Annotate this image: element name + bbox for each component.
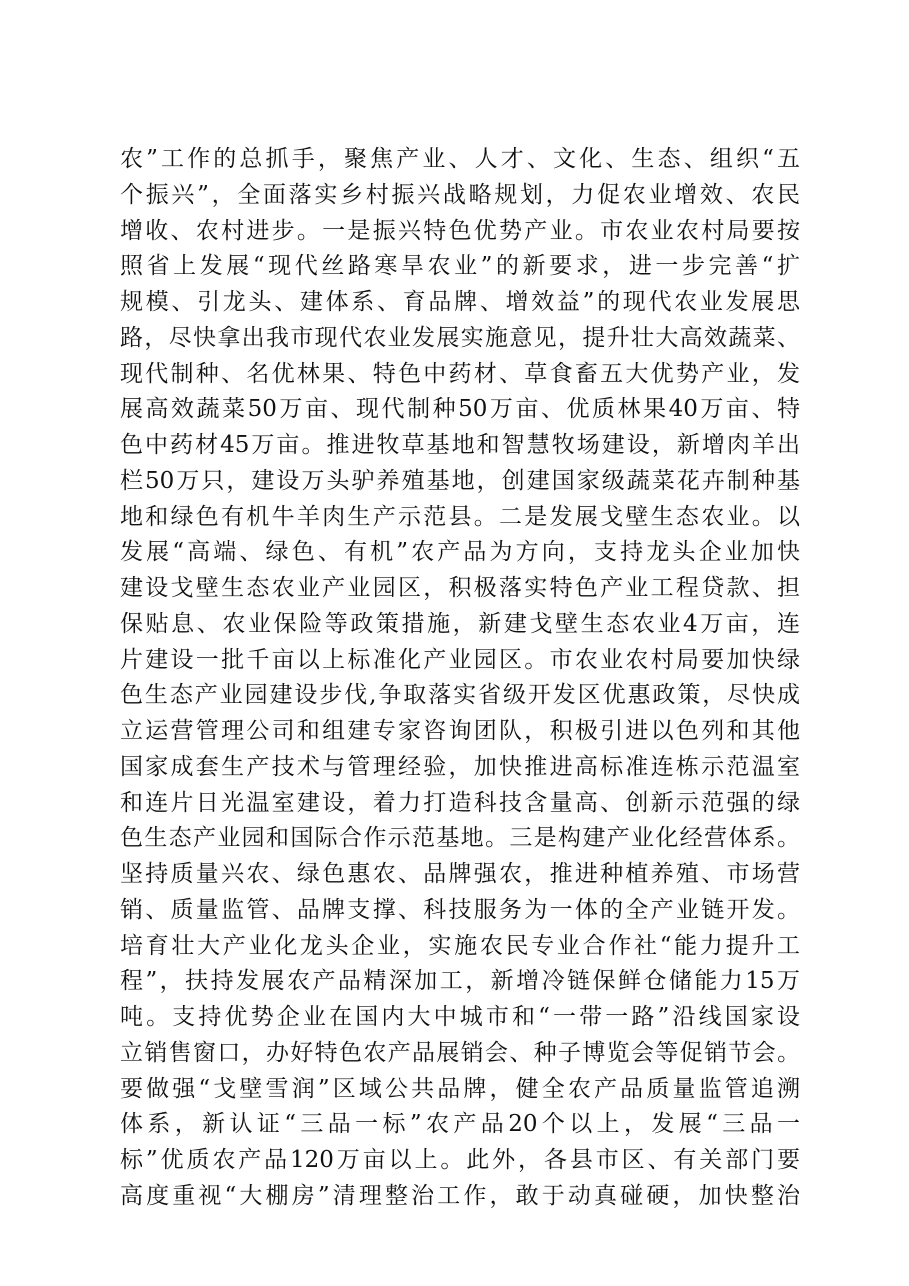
text-line-6: 路，尽快拿出我市现代农业发展实施意见，提升壮大高效蔬菜、 [120, 324, 800, 351]
text-line-12: 发展“高端、绿色、有机”农产品为方向，支持龙头企业加快 [120, 539, 800, 566]
text-line-23: 培育壮大产业化龙头企业，实施农民专业合作社“能力提升工 [120, 932, 800, 959]
text-line-1: 农”工作的总抓手，聚焦产业、人才、文化、生态、组织“五 [120, 146, 800, 172]
text-line-27: 要做强“戈壁雪润”区域公共品牌，健全农产品质量监管追溯 [120, 1075, 800, 1102]
text-line-14: 保贴息、农业保险等政策措施，新建戈壁生态农业4万亩，连 [120, 610, 800, 637]
text-line-8: 展高效蔬菜50万亩、现代制种50万亩、优质林果40万亩、特 [120, 396, 800, 423]
text-line-21: 坚持质量兴农、绿色惠农、品牌强农，推进种植养殖、市场营 [120, 861, 800, 887]
text-line-3: 增收、农村进步。一是振兴特色优势产业。市农业农村局要按 [120, 217, 800, 244]
text-line-9: 色中药材45万亩。推进牧草基地和智慧牧场建设，新增肉羊出 [120, 432, 800, 458]
text-line-17: 立运营管理公司和组建专家咨询团队，积极引进以色列和其他 [120, 718, 800, 744]
text-line-29: 标”优质农产品120万亩以上。此外，各县市区、有关部门要 [120, 1147, 800, 1173]
text-line-4: 照省上发展“现代丝路寒旱农业”的新要求，进一步完善“扩 [120, 253, 800, 280]
text-line-10: 栏50万只，建设万头驴养殖基地，创建国家级蔬菜花卉制种基 [120, 467, 800, 494]
text-line-13: 建设戈壁生态农业产业园区，积极落实特色产业工程贷款、担 [120, 575, 800, 601]
text-line-15: 片建设一批千亩以上标准化产业园区。市农业农村局要加快绿 [120, 646, 800, 673]
text-line-11: 地和绿色有机牛羊肉生产示范县。二是发展戈壁生态农业。以 [120, 503, 800, 530]
text-line-19: 和连片日光温室建设，着力打造科技含量高、创新示范强的绿 [120, 789, 800, 816]
text-line-2: 个振兴”，全面落实乡村振兴战略规划，力促农业增效、农民 [120, 181, 800, 208]
text-line-22: 销、质量监管、品牌支撑、科技服务为一体的全产业链开发。 [120, 896, 800, 923]
text-line-7: 现代制种、名优林果、特色中药材、草食畜五大优势产业，发 [120, 360, 800, 387]
body-paragraph [120, 142, 800, 1215]
text-line-25: 吨。支持优势企业在国内大中城市和“一带一路”沿线国家设 [120, 1004, 800, 1030]
text-line-16: 色生态产业园建设步伐,争取落实省级开发区优惠政策，尽快成 [120, 682, 800, 709]
text-line-28: 体系，新认证“三品一标”农产品20个以上，发展“三品一 [120, 1111, 800, 1138]
text-line-20: 色生态产业园和国际合作示范基地。三是构建产业化经营体系。 [120, 825, 800, 852]
text-line-18: 国家成套生产技术与管理经验，加快推进高标准连栋示范温室 [120, 753, 800, 780]
text-line-5: 规模、引龙头、建体系、育品牌、增效益”的现代农业发展思 [120, 289, 800, 315]
text-line-24: 程”，扶持发展农产品精深加工，新增冷链保鲜仓储能力15万 [120, 968, 800, 995]
text-line-26: 立销售窗口，办好特色农产品展销会、种子博览会等促销节会。 [120, 1039, 800, 1066]
text-line-30: 高度重视“大棚房”清理整治工作，敢于动真碰硬，加快整治 [120, 1182, 800, 1209]
